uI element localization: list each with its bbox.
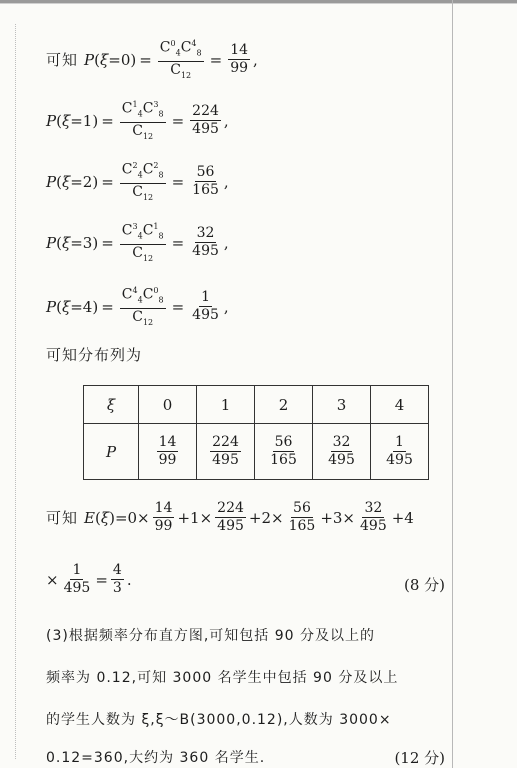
table-cell: 0 — [139, 386, 197, 424]
distribution-table — [83, 385, 429, 480]
intro-text: 可知 — [46, 51, 79, 70]
prob-line-1: P ( ξ = 1 ) = $\frac{C^1_4C^3_8}{C_{12}}$ = $\frac{224}{495}$ , — [46, 96, 229, 145]
part3-line-3: 的学生人数为 ξ,ξ～B(3000,0.12),人数为 3000× — [46, 712, 392, 728]
part3-line-1: (3)根据频率分布直方图,可知包括 90 分及以上的 — [46, 628, 375, 644]
score-8: (8 分) — [403, 576, 445, 594]
top-rule — [0, 0, 517, 4]
table-cell: $\frac{14}{99}$ — [139, 424, 197, 480]
table-cell: 3 — [313, 386, 371, 424]
prob-line-4: P ( ξ = 4 ) = $\frac{C^4_4C^0_8}{C_{12}}$ = $\frac{1}{495}$ , — [46, 282, 229, 331]
prob-line-3: P ( ξ = 3 ) = $\frac{C^3_4C^1_8}{C_{12}}$ = $\frac{32}{495}$ , — [46, 218, 229, 267]
part3-line-4: 0.12=360,大约为 360 名学生. — [46, 750, 266, 766]
part3-line-2: 频率为 0.12,可知 3000 名学生中包括 90 分及以上 — [46, 670, 399, 686]
table-cell: 4 — [371, 386, 429, 424]
table-cell: P — [84, 424, 139, 480]
right-margin-rule — [452, 0, 453, 768]
prob-line-2: P ( ξ = 2 ) = $\frac{C^2_4C^2_8}{C_{12}}$ = $\frac{56}{165}$ , — [46, 157, 229, 206]
table-header-row — [84, 386, 429, 424]
table-cell: 1 — [197, 386, 255, 424]
expectation-line-2: × $\frac{1}{495}$ = $\frac{4}{3}$ . — [46, 562, 132, 596]
score-12: (12 分) — [394, 749, 445, 767]
table-row — [84, 424, 429, 480]
table-cell: $\frac{56}{165}$ — [255, 424, 313, 480]
prob-line-0: 可知 P ( ξ = 0 ) = $\frac{C^0_4C^4_8}{C_{12}}$ = $\frac{14}{99}$ , — [46, 35, 258, 84]
table-cell: $\frac{1}{495}$ — [371, 424, 429, 480]
table-cell: 2 — [255, 386, 313, 424]
table-cell: $\frac{32}{495}$ — [313, 424, 371, 480]
table-cell: ξ — [84, 386, 139, 424]
left-margin-rule — [15, 24, 16, 759]
distribution-intro: 可知分布列为 — [46, 346, 143, 364]
expectation-line-1: 可知 E ( ξ )=0× $\frac{14}{99}$ +1× $\frac{224}{495}$ +2× $\frac{56}{165}$ +3× $\frac{32}{495}$ +4 — [46, 500, 414, 534]
table-cell: $\frac{224}{495}$ — [197, 424, 255, 480]
